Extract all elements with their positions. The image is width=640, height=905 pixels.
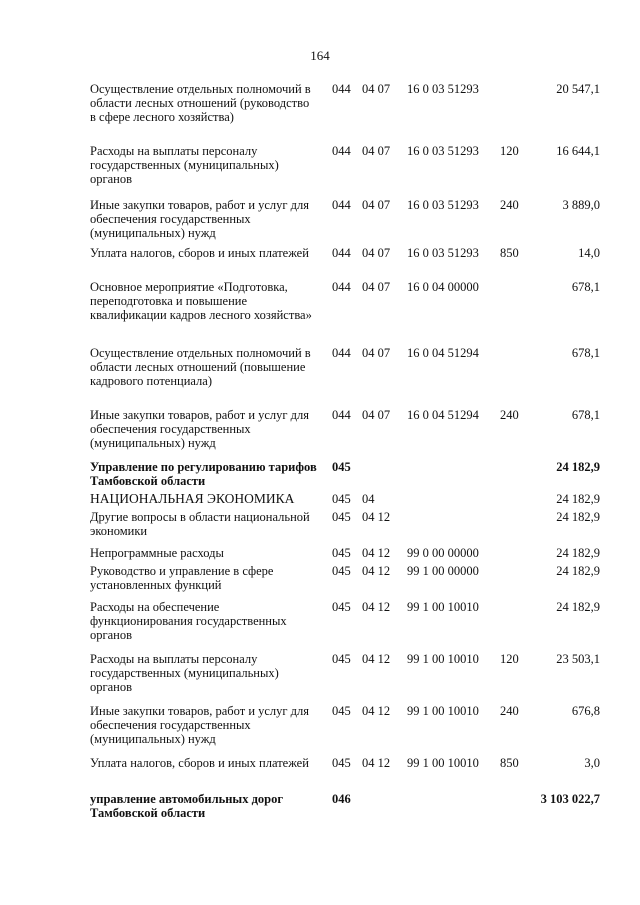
- row-vedom-code: 044: [332, 198, 351, 212]
- row-amount: 24 182,9: [556, 460, 600, 474]
- row-vedom-code: 045: [332, 756, 351, 770]
- row-name: Уплата налогов, сборов и иных платежей: [90, 246, 309, 260]
- row-section-code: 04 12: [362, 756, 391, 770]
- row-section-code: 04 07: [362, 82, 391, 96]
- row-expense-type: 850: [500, 756, 519, 770]
- row-vedom-code: 044: [332, 82, 351, 96]
- row-amount: 678,1: [571, 346, 600, 360]
- row-amount: 3,0: [584, 756, 600, 770]
- row-name: Основное мероприятие «Подготовка, переподготовка и повышение квалификации кадров лесного хозяйства»: [90, 280, 312, 322]
- row-target-article: 16 0 03 51293: [407, 198, 479, 212]
- table-row: [0, 198, 640, 244]
- row-name: Иные закупки товаров, работ и услуг для обеспечения государственных (муниципальных) нужд: [90, 704, 310, 746]
- row-target-article: 16 0 03 51293: [407, 144, 479, 158]
- row-section-code: 04: [362, 492, 375, 506]
- row-vedom-code: 044: [332, 346, 351, 360]
- table-row: [0, 704, 640, 750]
- table-row: [0, 246, 640, 276]
- row-name: Осуществление отдельных полномочий в области лесных отношений (руководство в сфере лесного хозяйства): [90, 82, 311, 124]
- table-row: [0, 510, 640, 540]
- row-target-article: 16 0 04 51294: [407, 346, 479, 360]
- row-name: Осуществление отдельных полномочий в области лесных отношений (повышение кадрового потенциала): [90, 346, 311, 388]
- table-row: [0, 408, 640, 454]
- row-target-article: 16 0 04 00000: [407, 280, 479, 294]
- row-vedom-code: 045: [332, 460, 351, 474]
- row-target-article: 16 0 03 51293: [407, 82, 479, 96]
- row-name: Управление по регулированию тарифов Тамбовской области: [90, 460, 317, 488]
- row-amount: 20 547,1: [556, 82, 600, 96]
- row-expense-type: 240: [500, 704, 519, 718]
- row-expense-type: 120: [500, 144, 519, 158]
- row-section-code: 04 12: [362, 564, 391, 578]
- row-section-code: 04 12: [362, 546, 391, 560]
- row-target-article: 99 1 00 10010: [407, 704, 479, 718]
- row-section-code: 04 07: [362, 408, 391, 422]
- row-vedom-code: 044: [332, 246, 351, 260]
- row-target-article: 99 1 00 10010: [407, 756, 479, 770]
- row-name: Непрограммные расходы: [90, 546, 224, 560]
- row-target-article: 99 1 00 10010: [407, 652, 479, 666]
- table-row: [0, 600, 640, 646]
- row-amount: 16 644,1: [556, 144, 600, 158]
- row-name: Другие вопросы в области национальной экономики: [90, 510, 310, 538]
- row-amount: 678,1: [571, 280, 600, 294]
- row-target-article: 99 1 00 10010: [407, 600, 479, 614]
- row-section-code: 04 07: [362, 246, 391, 260]
- row-vedom-code: 045: [332, 652, 351, 666]
- row-target-article: 16 0 03 51293: [407, 246, 479, 260]
- row-name: Иные закупки товаров, работ и услуг для обеспечения государственных (муниципальных) нужд: [90, 198, 310, 240]
- row-amount: 24 182,9: [556, 600, 600, 614]
- row-name: Расходы на выплаты персоналу государственных (муниципальных) органов: [90, 652, 279, 694]
- row-vedom-code: 046: [332, 792, 351, 806]
- row-expense-type: 850: [500, 246, 519, 260]
- row-amount: 3 103 022,7: [540, 792, 600, 806]
- table-row: [0, 82, 640, 142]
- row-section-code: 04 07: [362, 198, 391, 212]
- row-vedom-code: 045: [332, 546, 351, 560]
- row-vedom-code: 045: [332, 510, 351, 524]
- row-expense-type: 240: [500, 408, 519, 422]
- row-amount: 3 889,0: [562, 198, 600, 212]
- row-section-code: 04 07: [362, 346, 391, 360]
- row-vedom-code: 045: [332, 704, 351, 718]
- row-vedom-code: 045: [332, 492, 351, 506]
- row-vedom-code: 045: [332, 564, 351, 578]
- row-name: Руководство и управление в сфере установленных функций: [90, 564, 274, 592]
- row-section-code: 04 07: [362, 144, 391, 158]
- row-amount: 24 182,9: [556, 492, 600, 506]
- row-section-code: 04 12: [362, 600, 391, 614]
- row-amount: 678,1: [571, 408, 600, 422]
- row-expense-type: 240: [500, 198, 519, 212]
- row-amount: 24 182,9: [556, 510, 600, 524]
- row-name: Расходы на обеспечение функционирования государственных органов: [90, 600, 287, 642]
- table-row: [0, 564, 640, 594]
- row-amount: 24 182,9: [556, 564, 600, 578]
- page-number: 164: [310, 48, 330, 63]
- row-vedom-code: 044: [332, 408, 351, 422]
- row-expense-type: 120: [500, 652, 519, 666]
- row-name: Расходы на выплаты персоналу государственных (муниципальных) органов: [90, 144, 279, 186]
- row-name: Иные закупки товаров, работ и услуг для обеспечения государственных (муниципальных) нужд: [90, 408, 310, 450]
- row-section-code: 04 12: [362, 652, 391, 666]
- table-row: [0, 792, 640, 822]
- table-row: [0, 756, 640, 788]
- table-row: [0, 346, 640, 406]
- row-name: НАЦИОНАЛЬНАЯ ЭКОНОМИКА: [90, 491, 295, 506]
- row-name: управление автомобильных дорог Тамбовской области: [90, 792, 284, 820]
- row-vedom-code: 044: [332, 280, 351, 294]
- row-vedom-code: 045: [332, 600, 351, 614]
- row-section-code: 04 07: [362, 280, 391, 294]
- table-row: [0, 652, 640, 698]
- table-row: [0, 280, 640, 340]
- row-section-code: 04 12: [362, 510, 391, 524]
- table-row: [0, 492, 640, 508]
- row-target-article: 99 0 00 00000: [407, 546, 479, 560]
- row-amount: 14,0: [578, 246, 600, 260]
- row-vedom-code: 044: [332, 144, 351, 158]
- table-row: [0, 460, 640, 488]
- row-section-code: 04 12: [362, 704, 391, 718]
- row-name: Уплата налогов, сборов и иных платежей: [90, 756, 309, 770]
- row-amount: 24 182,9: [556, 546, 600, 560]
- table-row: [0, 546, 640, 562]
- table-row: [0, 144, 640, 190]
- row-target-article: 99 1 00 00000: [407, 564, 479, 578]
- row-amount: 676,8: [571, 704, 600, 718]
- row-amount: 23 503,1: [556, 652, 600, 666]
- row-target-article: 16 0 04 51294: [407, 408, 479, 422]
